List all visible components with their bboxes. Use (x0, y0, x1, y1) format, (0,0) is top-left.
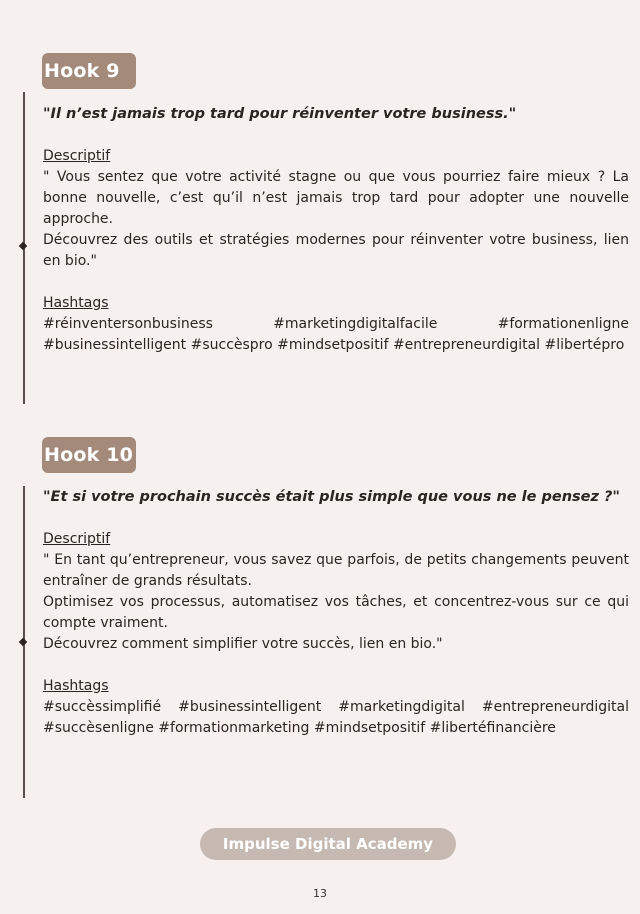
hook-10-hashtags-title: Hashtags (43, 678, 109, 694)
hook-10-hashtags: #succèssimplifié #businessintelligent #marketingdigital #entrepreneurdigital #succèsenligne #formationmarketing #mindsetpositif #libertéfinancière (43, 699, 629, 736)
hook-9-badge: Hook 9 (42, 53, 136, 89)
hook-9-hashtags-title: Hashtags (43, 295, 109, 311)
hook-9-diamond-icon (19, 242, 27, 250)
hook-10-descriptif-p3: Découvrez comment simplifier votre succès, lien en bio." (43, 636, 443, 652)
hook-10-diamond-icon (19, 638, 27, 646)
hook-9-quote: "Il n’est jamais trop tard pour réinventer votre business." (43, 106, 517, 122)
hook-10-quote: "Et si votre prochain succès était plus simple que vous ne le pensez ?" (43, 489, 620, 505)
hook-10-badge: Hook 10 (42, 437, 136, 473)
hook-9-content (43, 104, 629, 356)
page-number: 13 (313, 887, 327, 900)
hook-10-descriptif-p1: " En tant qu’entrepreneur, vous savez que parfois, de petits changements peuvent entraîner de grands résultats. (43, 552, 629, 589)
hook-10-descriptif-p2: Optimisez vos processus, automatisez vos tâches, et concentrez-vous sur ce qui compte vraiment. (43, 594, 629, 631)
hook-9-hashtags: #réinventersonbusiness #marketingdigitalfacile #formationenligne #businessintelligent #succèspro #mindsetpositif #entrepreneurdigital #libertépro (43, 316, 629, 353)
hook-9-descriptif-title: Descriptif (43, 148, 111, 164)
hook-10-content (43, 487, 629, 739)
hook-9-descriptif-p2: Découvrez des outils et stratégies modernes pour réinventer votre business, lien en bio." (43, 232, 629, 269)
footer-brand-pill: Impulse Digital Academy (200, 828, 456, 860)
hook-10-descriptif-title: Descriptif (43, 531, 111, 547)
hook-9-descriptif-p1: " Vous sentez que votre activité stagne ou que vous pourriez faire mieux ? La bonne nouvelle, c’est qu’il n’est jamais trop tard pour adopter une nouvelle approche. (43, 169, 629, 227)
